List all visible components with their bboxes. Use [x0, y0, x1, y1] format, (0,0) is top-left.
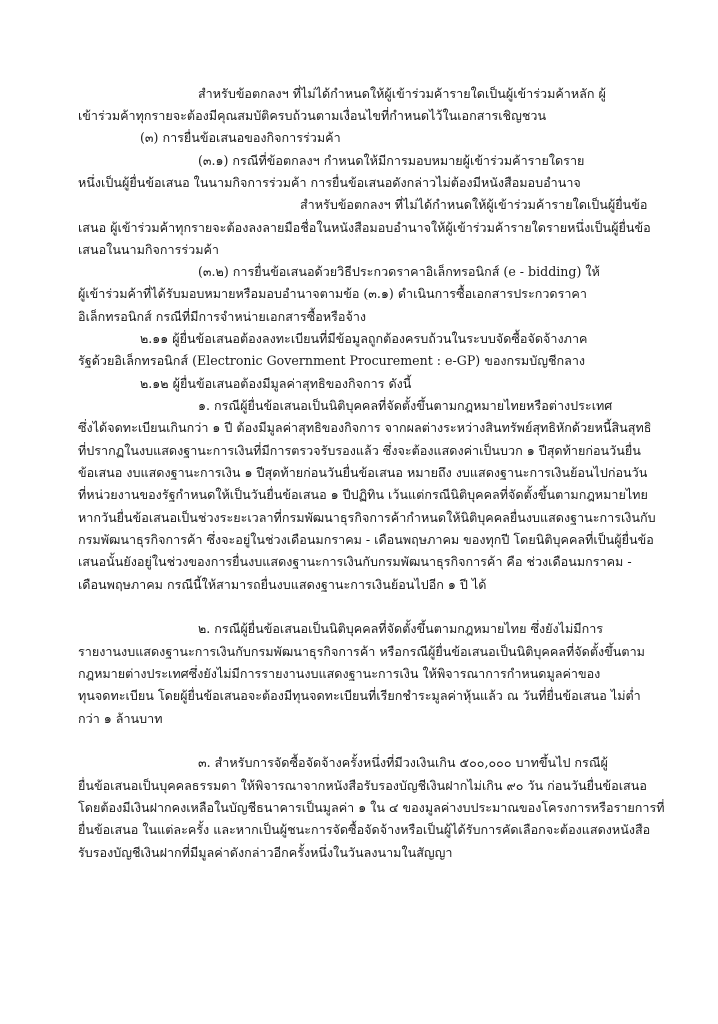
text-line: (๓.๑) กรณีที่ข้อตกลงฯ กำหนดให้มีการมอบหมายผู้เข้าร่วมค้ารายใดราย	[198, 153, 585, 168]
text-line: ๒. กรณีผู้ยื่นข้อเสนอเป็นนิติบุคคลที่จัดตั้งขึ้นตามกฎหมายไทย ซึ่งยังไม่มีการ	[198, 621, 604, 636]
text-line: ข้อเสนอ งบแสดงฐานะการเงิน ๑ ปีสุดท้ายก่อนวันยื่นข้อเสนอ หมายถึง งบแสดงฐานะการเงินย้อนไปก่อนวัน	[78, 465, 648, 480]
text-line: หนึ่งเป็นผู้ยื่นข้อเสนอ ในนามกิจการร่วมค้า การยื่นข้อเสนอดังกล่าวไม่ต้องมีหนังสือมอบอำนาจ	[78, 175, 581, 190]
text-line: รับรองบัญชีเงินฝากที่มีมูลค่าดังกล่าวอีกครั้งหนึ่งในวันลงนามในสัญญา	[78, 845, 453, 860]
text-line: โดยต้องมีเงินฝากคงเหลือในบัญชีธนาคารเป็นมูลค่า ๑ ใน ๔ ของมูลค่างบประมาณของโครงการหรือรายการที่	[78, 800, 665, 815]
text-line: ยื่นข้อเสนอเป็นบุคคลธรรมดา ให้พิจารณาจากหนังสือรับรองบัญชีเงินฝากไม่เกิน ๙๐ วัน ก่อนวันยื่นข้อเสนอ	[78, 778, 647, 793]
text-line: ยื่นข้อเสนอ ในแต่ละครั้ง และหากเป็นผู้ชนะการจัดซื้อจัดจ้างหรือเป็นผู้ได้รับการคัดเลือกจะต้องแสดงหนังสือ	[78, 822, 651, 837]
text-line: (๓) การยื่นข้อเสนอของกิจการร่วมค้า	[140, 130, 341, 145]
text-line: ทุนจดทะเบียน โดยผู้ยื่นข้อเสนอจะต้องมีทุนจดทะเบียนที่เรียกชำระมูลค่าหุ้นแล้ว ณ วันที่ยื่นข้อเสนอ ไม่ต่ำ	[78, 688, 641, 703]
text-line: ๒.๑๑ ผู้ยื่นข้อเสนอต้องลงทะเบียนที่มีข้อมูลถูกต้องครบถ้วนในระบบจัดซื้อจัดจ้างภาค	[140, 331, 588, 346]
text-line: กว่า ๑ ล้านบาท	[78, 711, 163, 726]
text-line: รัฐด้วยอิเล็กทรอนิกส์ (Electronic Government Procurement : e-GP) ของกรมบัญชีกลาง	[78, 353, 586, 368]
text-line: กรมพัฒนาธุรกิจการค้า ซึ่งจะอยู่ในช่วงเดือนมกราคม - เดือนพฤษภาคม ของทุกปี โดยนิติบุคคลที่เป็นผู้ยื่นข้อ	[78, 532, 654, 547]
text-line: สำหรับข้อตกลงฯ ที่ไม่ได้กำหนดให้ผู้เข้าร่วมค้ารายใดเป็นผู้ยื่นข้อ	[300, 197, 648, 212]
text-line: รายงานงบแสดงฐานะการเงินกับกรมพัฒนาธุรกิจการค้า หรือกรณีผู้ยื่นข้อเสนอเป็นนิติบุคคลที่จัดตั้งขึ้นตาม	[78, 644, 645, 659]
text-line: อิเล็กทรอนิกส์ กรณีที่มีการจำหน่ายเอกสารซื้อหรือจ้าง	[78, 309, 367, 324]
text-line: หากวันยื่นข้อเสนอเป็นช่วงระยะเวลาที่กรมพัฒนาธุรกิจการค้ากำหนดให้นิติบุคคลยื่นงบแสดงฐานะการเงินกับ	[78, 510, 656, 525]
text-line: (๓.๒) การยื่นข้อเสนอด้วยวิธีประกวดราคาอิเล็กทรอนิกส์ (e - bidding) ให้	[198, 264, 600, 279]
text-line: ผู้เข้าร่วมค้าที่ได้รับมอบหมายหรือมอบอำนาจตามข้อ (๓.๑) ดำเนินการซื้อเอกสารประกวดราคา	[78, 286, 587, 301]
text-line: เสนอในนามกิจการร่วมค้า	[78, 242, 220, 257]
text-line: เสนอ ผู้เข้าร่วมค้าทุกรายจะต้องลงลายมือชื่อในหนังสือมอบอำนาจให้ผู้เข้าร่วมค้ารายใดรายหนึ่งเป็นผู้ยื่นข้อ	[78, 220, 651, 235]
text-line: ที่ปรากฏในงบแสดงฐานะการเงินที่มีการตรวจรับรองแล้ว ซึ่งจะต้องแสดงค่าเป็นบวก ๑ ปีสุดท้ายก่อนวันยื่น	[78, 443, 641, 458]
text-line: เสนอนั้นยังอยู่ในช่วงของการยื่นงบแสดงฐานะการเงินกับกรมพัฒนาธุรกิจการค้า คือ ช่วงเดือนมกราคม -	[78, 554, 632, 569]
text-line: เดือนพฤษภาคม กรณีนี้ให้สามารถยื่นงบแสดงฐานะการเงินย้อนไปอีก ๑ ปี ได้	[78, 577, 487, 592]
text-line: ๓. สำหรับการจัดซื้อจัดจ้างครั้งหนึ่งที่มีวงเงินเกิน ๕๐๐,๐๐๐ บาทขึ้นไป กรณีผู้	[198, 755, 608, 770]
text-line: ซึ่งได้จดทะเบียนเกินกว่า ๑ ปี ต้องมีมูลค่าสุทธิของกิจการ จากผลต่างระหว่างสินทรัพย์สุทธิหักด้วยหนี้สินสุทธิ	[78, 420, 652, 435]
text-line: สำหรับข้อตกลงฯ ที่ไม่ได้กำหนดให้ผู้เข้าร่วมค้ารายใดเป็นผู้เข้าร่วมค้าหลัก ผู้	[198, 86, 606, 101]
text-line: เข้าร่วมค้าทุกรายจะต้องมีคุณสมบัติครบถ้วนตามเงื่อนไขที่กำหนดไว้ในเอกสารเชิญชวน	[78, 108, 547, 123]
text-line: ๑. กรณีผู้ยื่นข้อเสนอเป็นนิติบุคคลที่จัดตั้งขึ้นตามกฎหมายไทยหรือต่างประเทศ	[198, 398, 613, 413]
text-line: กฎหมายต่างประเทศซึ่งยังไม่มีการรายงานงบแสดงฐานะการเงิน ให้พิจารณาการกำหนดมูลค่าของ	[78, 666, 601, 681]
text-line: ๒.๑๒ ผู้ยื่นข้อเสนอต้องมีมูลค่าสุทธิของกิจการ ดังนี้	[140, 376, 412, 391]
text-line: ที่หน่วยงานของรัฐกำหนดให้เป็นวันยื่นข้อเสนอ ๑ ปีปฏิทิน เว้นแต่กรณีนิติบุคคลที่จัดตั้งขึ้นตามกฎหมายไทย	[78, 487, 648, 502]
